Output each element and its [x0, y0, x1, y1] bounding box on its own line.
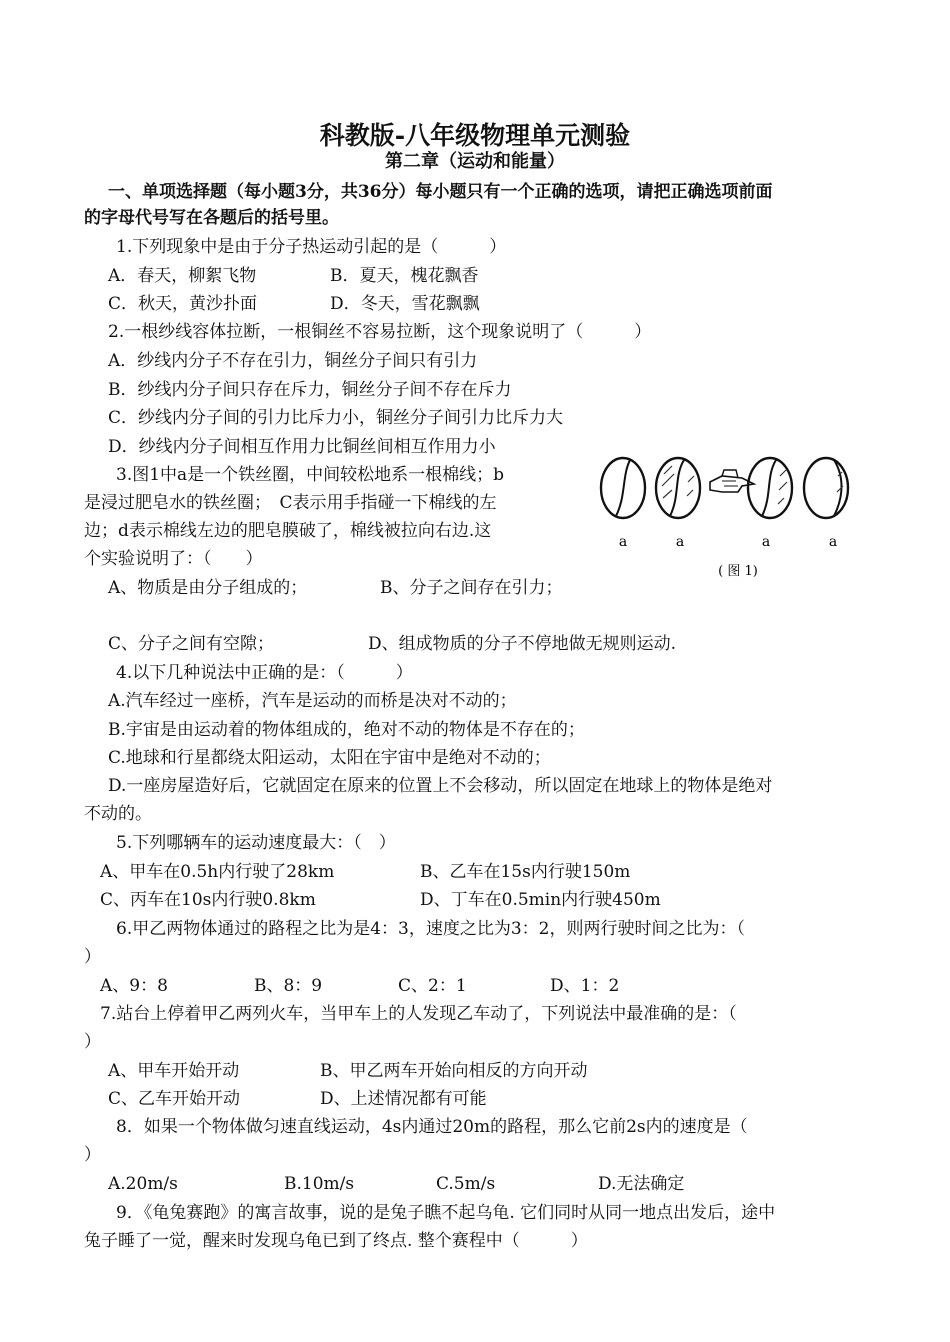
q7-stem-line1: 7.站台上停着甲乙两列火车，当甲车上的人发现乙车动了，下列说法中最准确的是：（ — [100, 1004, 737, 1024]
figure-label-2: a — [675, 534, 685, 550]
q8-option-a: A.20m/s — [108, 1174, 178, 1194]
q8-option-b: B.10m/s — [284, 1174, 355, 1194]
wire-ring-c — [748, 458, 792, 518]
q1-option-b: B．夏天，槐花飘香 — [330, 266, 479, 286]
q2-option-b: B．纱线内分子间只存在斥力，铜丝分子间不存在斥力 — [108, 380, 512, 400]
q6-option-c: C、2：1 — [398, 976, 467, 996]
q8-option-d: D.无法确定 — [598, 1174, 685, 1194]
q7-option-c: C、乙车开始开动 — [108, 1089, 241, 1109]
q3-option-a: A、物质是由分子组成的； — [108, 578, 308, 598]
q4-option-a: A.汽车经过一座桥，汽车是运动的而桥是决对不动的； — [108, 691, 517, 711]
section-heading-line1: 一、单项选择题（每小题3分，共36分）每小题只有一个正确的选项，请把正确选项前面 — [108, 182, 773, 202]
q8-stem-line1: 8．如果一个物体做匀速直线运动，4s内通过20m的路程，那么它前2s内的速度是（ — [116, 1117, 748, 1137]
q4-option-d-line1: D.一座房屋造好后，它就固定在原来的位置上不会移动，所以固定在地球上的物体是绝对 — [108, 776, 773, 796]
wire-ring-a — [601, 458, 645, 518]
q6-option-d: D、1：2 — [550, 976, 620, 996]
q2-option-d: D．纱线内分子间相互作用力比铜丝间相互作用力小 — [108, 437, 496, 457]
q7-option-b: B、甲乙两车开始向相反的方向开动 — [320, 1061, 588, 1081]
q4-option-c: C.地球和行星都绕太阳运动，太阳在宇宙中是绝对不动的； — [108, 748, 551, 768]
q7-stem-line2: ） — [84, 1032, 101, 1052]
q5-option-d: D、丁车在0.5min内行驶450m — [420, 890, 661, 910]
figure-1-soap-film-rings — [592, 452, 862, 587]
q8-option-c: C.5m/s — [436, 1174, 496, 1194]
figure-label-1: a — [618, 534, 628, 550]
q2-stem: 2.一根纱线容体拉断，一根铜丝不容易拉断，这个现象说明了（ ） — [108, 322, 652, 342]
chapter-subtitle: 第二章（运动和能量） — [385, 151, 565, 172]
q1-option-a: A．春天，柳絮飞物 — [108, 266, 257, 286]
q2-option-c: C．纱线内分子间的引力比斥力小，铜丝分子间引力比斥力大 — [108, 408, 564, 428]
q5-option-a: A、甲车在0.5h内行驶了28km — [100, 862, 335, 882]
q9-stem-line2: 兔子睡了一觉，醒来时发现乌龟已到了终点. 整个赛程中（ ） — [84, 1231, 588, 1251]
q4-option-d-line2: 不动的。 — [84, 804, 152, 824]
q6-option-b: B、8：9 — [254, 976, 323, 996]
q3-stem-line3: 边；d表示棉线左边的肥皂膜破了，棉线被拉向右边.这 — [84, 521, 492, 541]
q4-option-b: B.宇宙是由运动着的物体组成的，绝对不动的物体是不存在的； — [108, 720, 585, 740]
q3-stem-line4: 个实验说明了：（ ） — [84, 549, 263, 569]
section-heading-line2: 的字母代号写在各题后的括号里。 — [84, 208, 339, 228]
q6-stem-line1: 6.甲乙两物体通过的路程之比为是4：3，速度之比为3：2，则两行驶时间之比为：（ — [116, 919, 745, 939]
q5-option-b: B、乙车在15s内行驶150m — [420, 862, 631, 882]
q3-option-d: D、组成物质的分子不停地做无规则运动. — [368, 634, 677, 654]
q5-option-c: C、丙车在10s内行驶0.8km — [100, 890, 316, 910]
q4-stem: 4.以下几种说法中正确的是：（ ） — [116, 663, 413, 683]
q1-option-c: C．秋天，黄沙扑面 — [108, 294, 258, 314]
q7-option-a: A、甲车开始开动 — [108, 1061, 240, 1081]
q8-stem-line2: ） — [84, 1145, 101, 1165]
q6-option-a: A、9：8 — [100, 976, 168, 996]
q2-option-a: A．纱线内分子不存在引力，铜丝分子间只有引力 — [108, 351, 478, 371]
q9-stem-line1: 9．《龟兔赛跑》的寓言故事，说的是兔子瞧不起乌龟. 它们同时从同一地点出发后，途中 — [116, 1203, 776, 1223]
q7-option-d: D、上述情况都有可能 — [320, 1089, 487, 1109]
page-title: 科教版-八年级物理单元测验 — [319, 121, 631, 150]
q3-option-b: B、分子之间存在引力； — [380, 578, 563, 598]
q3-option-c: C、分子之间有空隙； — [108, 634, 275, 654]
q3-stem-line1: 3.图1中a是一个铁丝圈，中间较松地系一根棉线；b — [116, 465, 505, 485]
wire-ring-b — [656, 458, 700, 518]
q1-option-d: D．冬天，雪花飘飘 — [330, 294, 480, 314]
q6-stem-line2: ） — [84, 947, 101, 967]
q3-stem-line2: 是浸过肥皂水的铁丝圈； C表示用手指碰一下棉线的左 — [84, 493, 497, 513]
figure-caption: ( 图 1) — [718, 564, 758, 579]
q5-stem: 5.下列哪辆车的运动速度最大：（ ） — [116, 833, 396, 853]
q1-stem: 1.下列现象中是由于分子热运动引起的是（ ） — [116, 237, 507, 257]
figure-label-3: a — [761, 534, 771, 550]
figure-label-4: a — [828, 534, 838, 550]
wire-ring-d — [804, 458, 848, 518]
